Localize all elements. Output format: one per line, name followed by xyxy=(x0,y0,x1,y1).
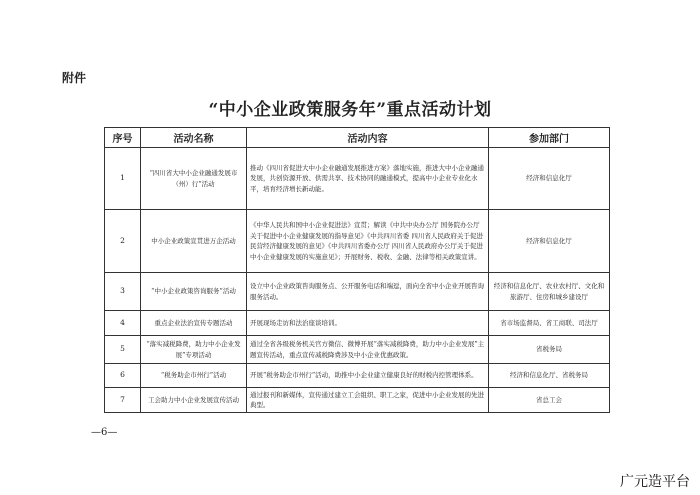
row-departments: 经济和信息化厅 xyxy=(489,148,610,210)
table-row xyxy=(105,336,610,364)
table-row xyxy=(105,273,610,311)
row-activity-content: 推动《四川省促进大中小企业融通发展推进方案》落地实施，推进大中小企业融通发展，共创资源开放、供需共享、技术协同的融通模式，提高中小企业专业化水平，培育经济增长新动能。 xyxy=(247,148,489,210)
row-activity-content: 开展现场走访和法治座谈培训。 xyxy=(247,311,489,336)
table-row xyxy=(105,364,610,388)
row-activity-content: 开展“税务助企市州行”活动，助推中小企业建立健康良好的财税内控管理体系。 xyxy=(247,364,489,388)
row-activity-content: 《中华人民共和国中小企业促进法》宣贯；解读《中共中央办公厅 国务院办公厅关于促进中小企业健康发展的指导意见》《中共四川省委 四川省人民政府关于促进民营经济健康发展的意见》《中共四川省委办公厅 四川省人民政府办公厅关于促进中小企业健康发展的实施意见》；开展财务、税收、金融、法律等相关政策宣讲。 xyxy=(247,210,489,273)
row-departments: 经济和信息化厅、农业农村厅、文化和旅游厅、住房和城乡建设厅 xyxy=(489,273,610,311)
row-departments: 省总工会 xyxy=(489,388,610,413)
row-activity-name: “四川省大中小企业融通发展市（州）行”活动 xyxy=(141,148,247,210)
attachment-label: 附件 xyxy=(62,71,87,85)
row-departments: 省市场监督局、省工商联、司法厅 xyxy=(489,311,610,336)
row-activity-name: 工会助力中小企业发展宣传活动 xyxy=(141,388,247,413)
header-departments: 参加部门 xyxy=(489,128,610,148)
header-number: 序号 xyxy=(105,128,141,148)
document-title: “中小企业政策服务年”重点活动计划 xyxy=(208,100,492,120)
row-activity-name: “落实减税降费，助力中小企业发展”专项活动 xyxy=(141,336,247,364)
row-number: 4 xyxy=(105,311,141,336)
row-departments: 省税务局 xyxy=(489,336,610,364)
row-activity-content: 设立中小企业政策咨询服务点、公开服务电话和端逗，面向全省中小企业开展咨询服务活动。 xyxy=(247,273,489,311)
header-activity-name: 活动名称 xyxy=(141,128,247,148)
row-number: 6 xyxy=(105,364,141,388)
row-activity-name: “税务助企市州行”活动 xyxy=(141,364,247,388)
table-row xyxy=(105,311,610,336)
table-row xyxy=(105,148,610,210)
activity-plan-table xyxy=(104,127,610,413)
header-activity-content: 活动内容 xyxy=(247,128,489,148)
row-activity-name: 中小企业政策宣贯进万企活动 xyxy=(141,210,247,273)
row-activity-name: 重点企业法治宣传专题活动 xyxy=(141,311,247,336)
row-number: 5 xyxy=(105,336,141,364)
row-activity-content: 通过全省各级税务机关官方微信、微博开展“落实减税降费，助力中小企业发展”主题宣传活动，重点宣传减税降费涉及中小企业优惠政策。 xyxy=(247,336,489,364)
table-header-row xyxy=(105,128,610,148)
page-number: —6— xyxy=(91,427,118,438)
row-number: 1 xyxy=(105,148,141,210)
row-activity-content: 通过报刊和新媒体，宣传通过建立工会组织、职工之家，促进中小企业发展的先进典型。 xyxy=(247,388,489,413)
table-row xyxy=(105,388,610,413)
watermark-text: 广元造平台 xyxy=(620,474,690,490)
row-departments: 经济和信息化厅 xyxy=(489,210,610,273)
row-number: 7 xyxy=(105,388,141,413)
table-row xyxy=(105,210,610,273)
row-number: 2 xyxy=(105,210,141,273)
row-activity-name: “中小企业政策咨询服务”活动 xyxy=(141,273,247,311)
row-departments: 经济和信息化厅、省税务局 xyxy=(489,364,610,388)
row-number: 3 xyxy=(105,273,141,311)
